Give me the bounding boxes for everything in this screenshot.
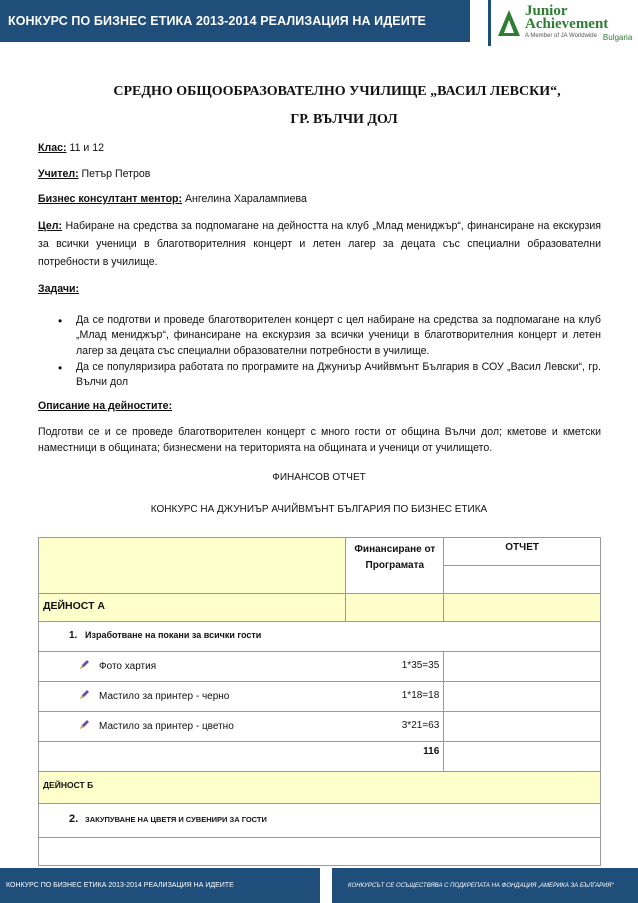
total-row: [39, 742, 601, 772]
row-label: Мастило за принтер - черно: [99, 691, 230, 702]
goal-paragraph: [38, 217, 601, 272]
school-town: ГР. ВЪЛЧИ ДОЛ: [290, 112, 398, 127]
total-report-cell: [444, 742, 601, 772]
table-row: [39, 712, 601, 742]
header-report-cell: ОТЧЕТ: [444, 538, 601, 566]
pen-bullet-icon: [79, 660, 89, 670]
item1-cell: [39, 622, 601, 652]
logo-word-junior: Junior: [525, 2, 568, 19]
table-row: [39, 652, 601, 682]
item1-number: 1.: [69, 630, 78, 641]
activity-b-label: ДЕЙНОСТ Б: [39, 772, 601, 804]
row-report-cell: [444, 712, 601, 742]
table-row: [39, 682, 601, 712]
mentor-label: Бизнес консултант ментор:: [38, 193, 183, 205]
activity-b-row: [39, 772, 601, 804]
class-value: 11 и 12: [66, 142, 105, 154]
item2-label: ЗАКУПУВАНЕ НА ЦВЕТЯ И СУВЕНИРИ ЗА ГОСТИ: [85, 815, 267, 824]
tasks-list-wrap: [38, 313, 601, 392]
mentor-line: [38, 192, 601, 208]
ja-logo-icon: [497, 9, 521, 37]
tasks-list: [38, 313, 601, 391]
activity-a-report: [444, 594, 601, 622]
header-blank-cell: [39, 538, 346, 594]
goal-label: Цел:: [38, 220, 63, 232]
logo-country: Bulgaria: [602, 32, 633, 42]
header-title: КОНКУРС ПО БИЗНЕС ЕТИКА 2013-2014 РЕАЛИЗАЦИЯ НА ИДЕИТЕ: [8, 14, 426, 28]
row-label-cell: [39, 712, 444, 742]
task-item-1: • Да се подготви и проведе благотворителен концерт с цел набиране на средства за подпомагане на клуб „Млад мениджър“, финансиране на екскурзия за всички ученици в благотворителния концерт и летен лагер за децата със специални образователни потребности в училище.: [56, 313, 601, 359]
school-name: СРЕДНО ОБЩООБРАЗОВАТЕЛНО УЧИЛИЩЕ „ВАСИЛ ЛЕВСКИ“,: [113, 84, 561, 99]
row-report-cell: [444, 682, 601, 712]
activities-label: Описание на дейностите:: [38, 400, 173, 412]
mentor-value: Ангелина Харалампиева: [182, 193, 307, 205]
item2-row: [39, 804, 601, 838]
activities-heading: [38, 399, 601, 415]
footer-left: КОНКУРС ПО БИЗНЕС ЕТИКА 2013-2014 РЕАЛИЗАЦИЯ НА ИДЕИТЕ: [0, 868, 320, 903]
tasks-heading: [38, 282, 601, 298]
row-label: Мастило за принтер - цветно: [99, 721, 234, 732]
logo-word-achievement: Achievement: [525, 16, 609, 33]
item1-label: Изработване на покани за всички гости: [85, 630, 262, 640]
empty-row: [39, 838, 601, 866]
teacher-value: Петър Петров: [78, 168, 151, 180]
logo-tagline: A Member of JA Worldwide: [525, 32, 597, 39]
table-header-row: [39, 538, 601, 566]
financial-table: [38, 537, 601, 866]
footer-right: КОНКУРСЪТ СЕ ОСЪЩЕСТВЯВА С ПОДКРЕПАТА НА ФОНДАЦИЯ „АМЕРИКА ЗА БЪЛГАРИЯ“: [332, 868, 638, 903]
pen-bullet-icon: [79, 690, 89, 700]
total-value: 116: [39, 742, 444, 772]
junior-achievement-logo: [488, 0, 638, 46]
row-label-cell: [39, 682, 444, 712]
subheader-blank-cell: [444, 566, 601, 594]
activity-a-label: ДЕЙНОСТ А: [39, 594, 346, 622]
tasks-label: Задачи:: [38, 283, 80, 295]
task-item-2: • Да се популяризира работата по програмите на Джуниър Ачийвмънт България в СОУ „Васил Левски“, гр. Вълчи дол: [56, 360, 601, 391]
goal-text: Набиране на средства за подпомагане на дейността на клуб „Млад мениджър“, финансиране на екскурзия за всички ученици в благотворителния концерт и летен лагер за децата със специални образователни потребности в училище.: [38, 220, 601, 269]
class-label: Клас:: [38, 142, 67, 154]
activity-a-financing: [346, 594, 444, 622]
empty-cell: [39, 838, 601, 866]
item1-row: [39, 622, 601, 652]
class-line: [38, 141, 601, 157]
activities-text: Подготви се и се проведе благотворителен концерт с много гости от община Вълчи дол; кметове и кметски наместници в общината; бизнесмени на територията на общината и ученици от училището.: [38, 426, 601, 455]
row-value: 3*21=63: [401, 720, 440, 731]
teacher-line: [38, 167, 601, 183]
report-title: ФИНАНСОВ ОТЧЕТ: [272, 472, 366, 483]
item2-cell: [39, 804, 601, 838]
row-report-cell: [444, 652, 601, 682]
header-financing-cell: Финансиране от Програмата: [346, 538, 444, 594]
teacher-label: Учител:: [38, 168, 79, 180]
pen-bullet-icon: [79, 720, 89, 730]
activity-a-row: [39, 594, 601, 622]
row-label: Фото хартия: [99, 661, 157, 672]
row-label-cell: [39, 652, 444, 682]
header-banner: [0, 0, 470, 42]
report-subtitle: КОНКУРС НА ДЖУНИЪР АЧИЙВМЪНТ БЪЛГАРИЯ ПО БИЗНЕС ЕТИКА: [150, 504, 488, 515]
item2-number: 2.: [69, 813, 79, 825]
row-value: 1*35=35: [401, 660, 440, 671]
row-value: 1*18=18: [401, 690, 440, 701]
